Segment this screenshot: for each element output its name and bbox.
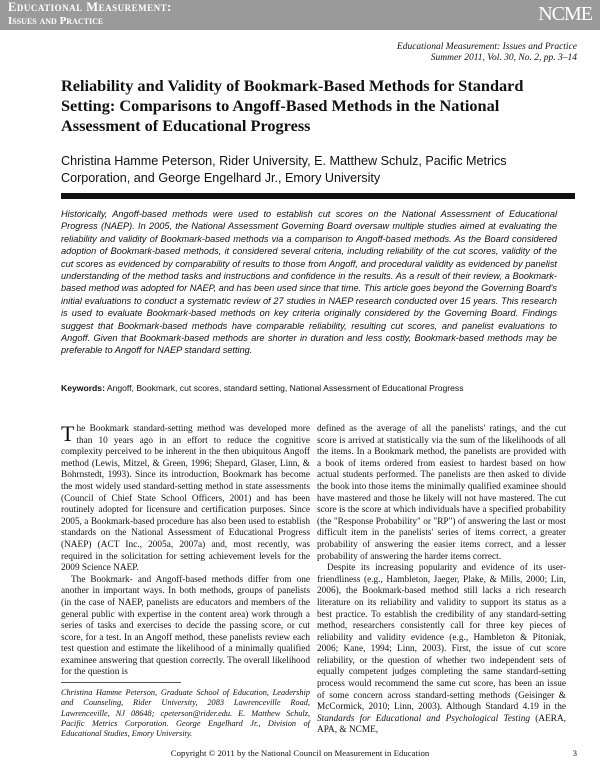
- abstract: Historically, Angoff-based methods were used to establish cut scores on the National Assessment of Educational Progress (NAEP). In 2005, the National Assessment Governing Board oversaw multiple studies aimed at evaluating the reliability and validity of Bookmark-based methods via a comparison to Angoff-based methods. As the Board considered adoption of Bookmark-based methods, it considered several criteria, including reliability of the cut scores, validity of the cut scores as evidenced by comparability of results to those from Angoff, and procedural validity as evidenced by panelist understanding of the method tasks and instructions and confidence in the results. As a result of their review, a Bookmark-based method was adopted for NAEP, and has been used since that time. This article goes beyond the Governing Board's initial evaluations to conduct a systematic review of 27 studies in NAEP research conducted over 15 years. This research is used to evaluate Bookmark-based methods on key criteria originally considered by the Governing Board. Findings suggest that Bookmark-based methods have comparable reliability, resulting cut scores, and panelist evaluations to Angoff. Given that Bookmark-based methods are shorter in duration and less costly, Bookmark-based methods may be preferable to Angoff for NAEP standard setting.: [61, 209, 557, 356]
- title-divider: [61, 193, 575, 199]
- dropcap: T: [61, 421, 75, 446]
- citation-line2: Summer 2011, Vol. 30, No. 2, pp. 3–14: [430, 53, 577, 63]
- body-right-column: [317, 424, 566, 737]
- footnote-divider: [61, 682, 181, 683]
- body-paragraph: [61, 421, 310, 575]
- keywords: [61, 383, 561, 394]
- journal-banner: [0, 0, 600, 30]
- paragraph-text: Despite its increasing popularity and evidence of its user-friendliness (e.g., Hambleton, Jaeger, Plake, & Mills, 2000; Lin, 2006), the Bookmark-based method still lacks a rich research literature on its reliability and validity to support its status as a best practice. To establish the credibility of any standard-setting method, researchers consistently call for three key pieces of reliability and validity evidence (e.g., Hambleton & Pitoniak, 2006; Kane, 1994; Linn, 2003). First, the issue of cut score reliability, or the question of whether two independent sets of equally competent judges completing the same standard-setting process would recommend the same cut score, has been an issue of some concern across standard-setting methods (Geisinger & McCormick, 2010; Linn, 2003). Although Standard 4.19 in the: [317, 563, 566, 713]
- authors: Christina Hamme Peterson, Rider University, E. Matthew Schulz, Pacific Metrics Corporation, and George Engelhard Jr., Emory University: [61, 154, 507, 185]
- journal-name-line2: Issues and Practice: [8, 15, 104, 27]
- body-paragraph: defined as the average of all the panelists' ratings, and the cut score is arrived at statistically via the sum of the likelihoods of all the items. In a Bookmark method, the panelists are provided with a book of items ordered from easiest to hardest based on how actual students performed. The panelists are then asked to divide the book into those items the minimally qualified examinee should have mastered and those he likely will not have mastered. The cut score is the score at which individuals have a specified probability (the "Response Probability" or "RP") of answering the last or most difficult item in the panelists' series of items correct, a greater probability of answering the easier items correct, and a lesser probability of answering the harder items correct.: [317, 424, 566, 562]
- body-left-column: [61, 421, 310, 679]
- journal-name-line1: Educational Measurement:: [8, 0, 172, 14]
- keywords-list: Angoff, Bookmark, cut scores, standard setting, National Assessment of Educational Progress: [106, 383, 464, 393]
- body-paragraph: [317, 563, 566, 737]
- paragraph-text: he Bookmark standard-setting method was developed more than 10 years ago in an effort to reduce the cognitive complexity perceived to be inherent in the then ubiquitous Angoff method (Lewis, Mitzel, & Green, 1996; Shepard, Glaser, Linn, & Bohrnstedt, 1993). Since its introduction, Bookmark has become the most widely used standard-setting method in state assessments (Council of Chief State School Officers, 2001) and has been routinely adopted for licensure and certification purposes. Since 2005, a Bookmark-based procedure has also been used to establish standards on the National Assessment of Educational Progress (NAEP) (ACT Inc., 2005a, 2007a) and, most recently, was required in the solicitation for setting achievement levels for the 2009 Science NAEP.: [61, 424, 310, 574]
- author-footnote: Christina Hamme Peterson, Graduate School of Education, Leadership and Counseling, Rider University, 2083 Lawrenceville Road, Lawrenceville, NJ 08648; cpeterson@rider.edu. E. Matthew Schulz, Pacific Metrics Corporation. George Engelhard Jr., Division of Educational Studies, Emory University.: [61, 688, 310, 739]
- page-number: 3: [572, 748, 577, 758]
- ncme-logo: NCME: [538, 3, 592, 25]
- standards-title: Standards for Educational and Psychological Testing: [317, 713, 531, 724]
- citation-line1: Educational Measurement: Issues and Practice: [396, 42, 577, 52]
- keywords-label: Keywords:: [61, 383, 105, 393]
- body-paragraph: The Bookmark- and Angoff-based methods differ from one another in important ways. In both methods, groups of panelists (in the case of NAEP, panelists are educators and members of the general public with expertise in the content area) work through a series of tasks and exercises to decide the passing score, or cut score, for a test. In an Angoff method, these panelists review each test question and estimate the likelihood of a minimally qualified examinee answering that question correctly. The overall likelihood for the question is: [61, 574, 310, 678]
- paragraph-text: (AERA, APA, & NCME,: [317, 713, 566, 736]
- copyright: Copyright © 2011 by the National Council on Measurement in Education: [170, 748, 430, 758]
- article-title: Reliability and Validity of Bookmark-Based Methods for Standard Setting: Comparisons to Angoff-Based Methods in the National Assessment of Educational Progress: [61, 76, 524, 135]
